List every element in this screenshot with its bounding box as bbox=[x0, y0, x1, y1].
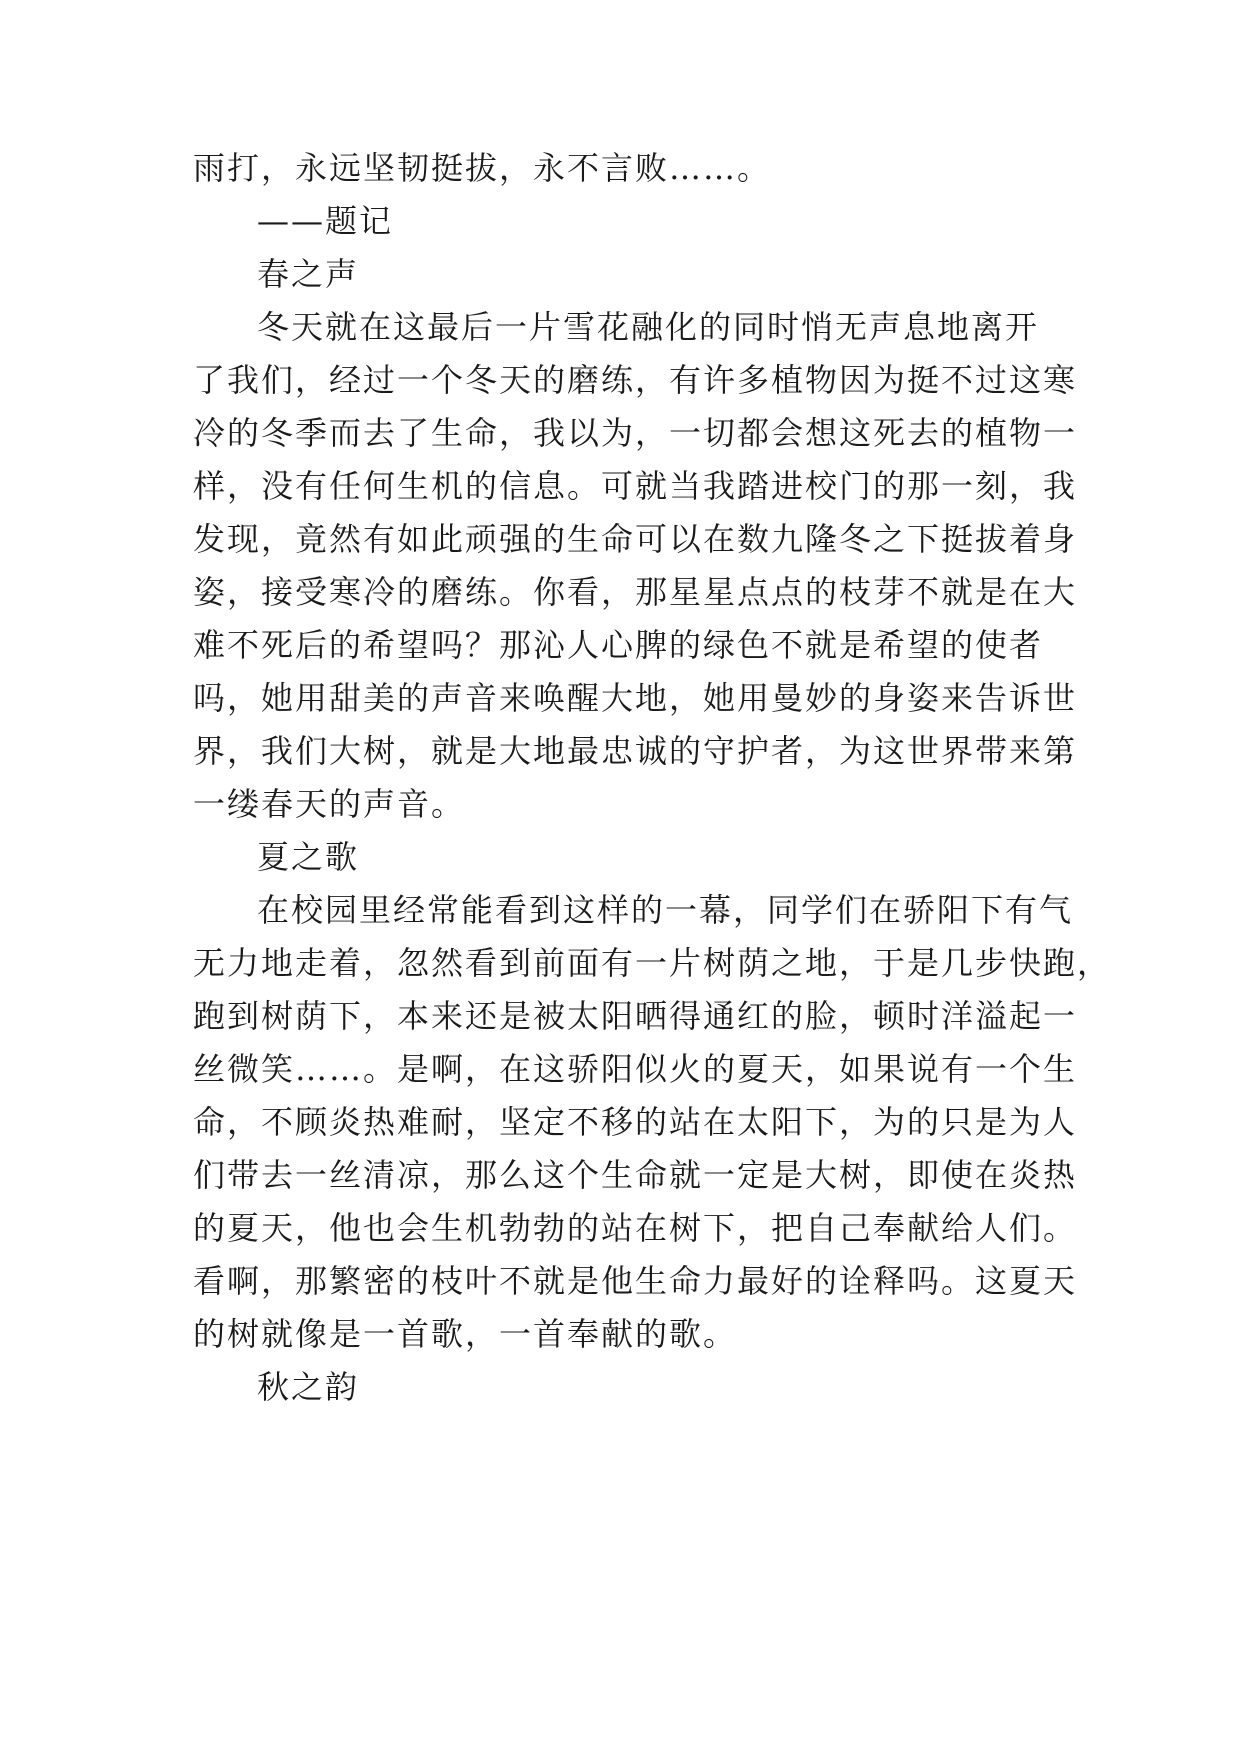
paragraph-line: 们带去一丝清凉，那么这个生命就一定是大树，即使在炎热 bbox=[193, 1156, 1078, 1194]
section-heading-autumn: 秋之韵 bbox=[257, 1368, 360, 1406]
paragraph-line: 发现，竟然有如此顽强的生命可以在数九隆冬之下挺拔着身 bbox=[193, 520, 1078, 558]
section-heading-summer: 夏之歌 bbox=[257, 838, 360, 876]
paragraph-line: 的树就像是一首歌，一首奉献的歌。 bbox=[193, 1315, 738, 1353]
paragraph-line: 跑到树荫下，本来还是被太阳晒得通红的脸，顿时洋溢起一 bbox=[193, 997, 1078, 1035]
epigraph-attribution: ——题记 bbox=[257, 202, 394, 240]
paragraph-line: 姿，接受寒冷的磨练。你看，那星星点点的枝芽不就是在大 bbox=[193, 573, 1078, 611]
paragraph-line: 无力地走着，忽然看到前面有一片树荫之地，于是几步快跑， bbox=[193, 944, 1112, 982]
section-heading-spring: 春之声 bbox=[257, 255, 360, 293]
paragraph-line: 在校园里经常能看到这样的一幕，同学们在骄阳下有气 bbox=[257, 891, 1074, 929]
paragraph-line: 冷的冬季而去了生命，我以为，一切都会想这死去的植物一 bbox=[193, 414, 1078, 452]
paragraph-line: 一缕春天的声音。 bbox=[193, 785, 466, 823]
paragraph-line: 了我们，经过一个冬天的磨练，有许多植物因为挺不过这寒 bbox=[193, 361, 1078, 399]
paragraph-line: 的夏天，他也会生机勃勃的站在树下，把自己奉献给人们。 bbox=[193, 1209, 1078, 1247]
paragraph-line: 丝微笑……。是啊，在这骄阳似火的夏天，如果说有一个生 bbox=[193, 1050, 1078, 1088]
paragraph-line: 难不死后的希望吗？那沁人心脾的绿色不就是希望的使者 bbox=[193, 626, 1044, 664]
paragraph-line: 样，没有任何生机的信息。可就当我踏进校门的那一刻，我 bbox=[193, 467, 1078, 505]
text-line: 雨打，永远坚韧挺拔，永不言败……。 bbox=[193, 149, 772, 187]
paragraph-line: 吗，她用甜美的声音来唤醒大地，她用曼妙的身姿来告诉世 bbox=[193, 679, 1078, 717]
paragraph-line: 命，不顾炎热难耐，坚定不移的站在太阳下，为的只是为人 bbox=[193, 1103, 1078, 1141]
paragraph-line: 冬天就在这最后一片雪花融化的同时悄无声息地离开 bbox=[257, 308, 1040, 346]
paragraph-line: 界，我们大树，就是大地最忠诚的守护者，为这世界带来第 bbox=[193, 732, 1078, 770]
paragraph-line: 看啊，那繁密的枝叶不就是他生命力最好的诠释吗。这夏天 bbox=[193, 1262, 1078, 1300]
